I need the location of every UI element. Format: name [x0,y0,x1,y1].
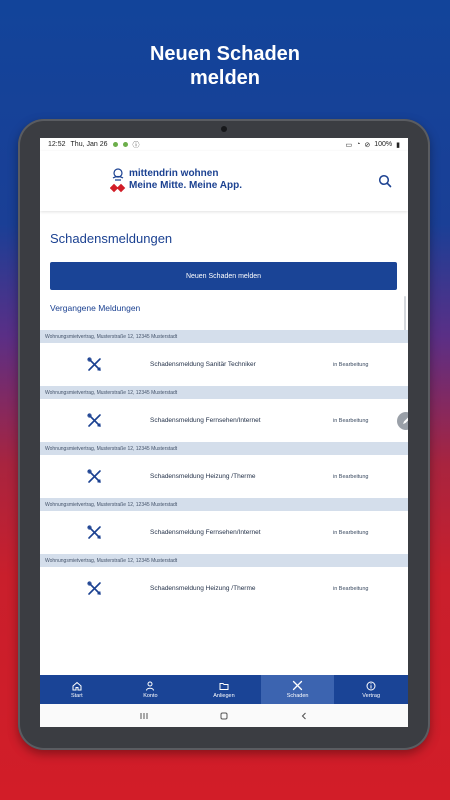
past-reports-title: Vergangene Meldungen [50,303,141,313]
vibrate-icon: ▭ [345,141,353,149]
report-name: Schadensmeldung Heizung /Therme [150,585,256,592]
pencil-icon [402,416,409,425]
bottom-navigation [40,675,408,704]
nav-start[interactable] [40,675,114,704]
report-status: in Bearbeitung [333,585,369,592]
nav-anliegen[interactable] [187,675,261,704]
folder-icon [219,681,229,691]
report-status: in Bearbeitung [333,473,369,480]
report-status: in Bearbeitung [333,361,369,368]
nav-label: Schaden [286,693,309,699]
contract-header: Wohnungsmietvertrag, Musterstraße 12, 12345 Musterstadt [40,554,408,567]
tools-icon [87,525,102,540]
wifi-icon: ◔ [356,141,361,148]
list-item[interactable] [40,567,408,610]
search-icon[interactable] [378,174,392,188]
main-content [40,231,408,313]
info-small-icon: ⓘ [132,141,140,149]
promo-line-2: melden [189,67,261,89]
list-item[interactable] [40,399,408,442]
nav-label: Anliegen [213,692,235,699]
contract-header: Wohnungsmietvertrag, Musterstraße 12, 12345 Musterstadt [40,442,408,455]
contract-header: Wohnungsmietvertrag, Musterstraße 12, 12345 Musterstadt [40,386,408,399]
new-damage-button[interactable]: Neuen Schaden melden [50,262,397,290]
person-icon [145,681,155,691]
status-date: Thu, Jan 26 [70,141,108,148]
camera-dot [221,126,227,132]
app-header [40,151,408,211]
tools-icon [292,680,303,691]
nav-schaden[interactable] [261,675,335,704]
tablet-frame [18,119,430,750]
report-name: Schadensmeldung Heizung /Therme [150,473,256,480]
tools-icon [87,413,102,428]
logo-slogan: Meine Mitte. Meine App. [129,180,242,191]
nav-label: Vertrag [362,692,381,699]
nav-label: Konto [143,692,158,699]
system-navigation-bar [40,704,408,727]
contract-header: Wohnungsmietvertrag, Musterstraße 12, 12345 Musterstadt [40,498,408,511]
report-name: Schadensmeldung Sanitär Techniker [150,361,256,368]
nav-konto[interactable] [114,675,188,704]
list-item[interactable] [40,511,408,554]
status-bar [40,138,408,151]
notification-dot-icon [123,142,128,147]
home-button-icon[interactable] [219,711,229,721]
report-name: Schadensmeldung Fernsehen/Internet [150,417,261,424]
battery-percent: 100% [374,141,393,148]
status-time: 12:52 [48,141,66,148]
back-icon[interactable] [299,711,309,721]
logo-title: mittendrin wohnen [129,168,219,179]
promo-headline [0,42,450,90]
nav-label: Start [70,692,83,699]
page-title: Schadensmeldungen [50,231,173,246]
battery-icon: ▮ [396,141,400,149]
notification-dot-icon [113,142,118,147]
promo-line-1: Neuen Schaden [149,43,301,65]
info-icon [366,681,376,691]
nav-vertrag[interactable] [334,675,408,704]
report-status: in Bearbeitung [333,529,369,536]
dnd-icon: ⊘ [364,141,371,149]
tools-icon [87,469,102,484]
device-screen [40,138,408,727]
contract-header: Wohnungsmietvertrag, Musterstraße 12, 12345 Musterstadt [40,330,408,343]
list-item[interactable] [40,455,408,498]
app-logo[interactable] [110,168,242,196]
list-item[interactable] [40,343,408,386]
home-icon [72,681,82,691]
tools-icon [87,581,102,596]
edit-fab-button[interactable] [397,412,408,430]
scrollbar[interactable] [404,296,406,334]
recent-apps-icon[interactable] [139,711,149,721]
report-name: Schadensmeldung Fernsehen/Internet [150,529,261,536]
damage-report-list [40,330,408,610]
tools-icon [87,357,102,372]
logo-mark-icon [110,168,126,196]
report-status: in Bearbeitung [333,417,369,424]
